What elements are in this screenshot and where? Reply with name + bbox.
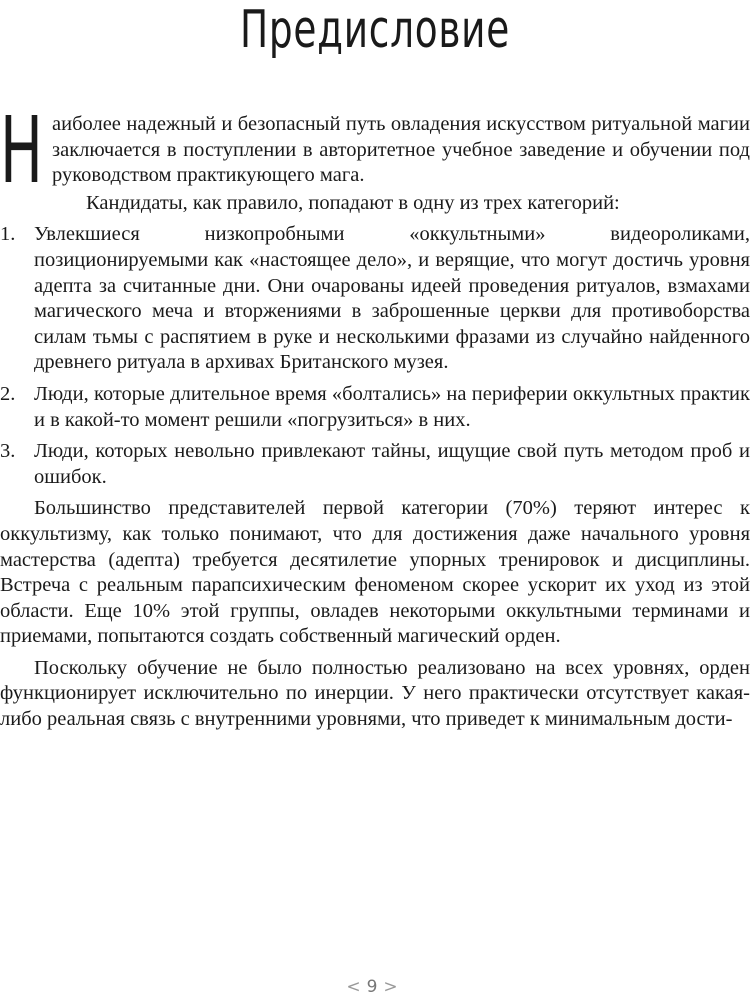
list-item-text: Люди, которых невольно привлекают тайны, ищущие свой путь методом проб и ошибок. <box>34 440 750 488</box>
drop-cap-letter: Н <box>0 97 43 204</box>
list-item-number: 1. <box>0 223 16 246</box>
body-paragraph: Поскольку обучение не было полностью реализовано на всех уровнях, орден функционирует исключительно по инерции. У него практически отсутствует какая-либо реальная связь с внутренними уровнями, что приведет к минимальным дости- <box>0 656 750 731</box>
list-item <box>0 439 750 490</box>
categories-intro: Кандидаты, как правило, попадают в одну из трех категорий: <box>86 191 620 214</box>
page-number-value: 9 <box>366 977 384 997</box>
page-body <box>0 97 750 739</box>
list-item-number: 3. <box>0 440 16 463</box>
page-number-left-bracket: < <box>346 977 367 997</box>
chapter-title: Предисловие <box>240 0 510 60</box>
list-item-number: 2. <box>0 382 16 405</box>
list-item <box>0 222 750 376</box>
body-paragraph: Большинство представителей первой категории (70%) теряют интерес к оккультизму, как только понимают, что для достижения даже начального уровня мастерства (адепта) требуется десятилетие упорных тренировок и дисциплины. Встреча с реальным парапсихическим феноменом скорее ускорит их уход из этой области. Еще 10% этой группы, овладев некоторыми оккультными терминами и приемами, попытаются создать собственный магический орден. <box>0 497 750 648</box>
list-item-text: Люди, которые длительное время «болтались» на периферии оккультных практик и в какой-то момент решили «погрузиться» в них. <box>34 382 750 431</box>
list-item-text: Увлекшиеся низкопробными «оккультными» видеороликами, позиционируемыми как «настоящее дело», и верящие, что могут достичь уровня адепта за считанные дни. Они очарованы идеей проведения ритуалов, взмахами магического меча и вторжениями в заброшенные церкви для противоборства силам тьмы с распятием в руке и несколькими фразами из случайно найденного древнего ритуала в архивах Британского музея. <box>34 223 750 374</box>
intro-text: аиболее надежный и безопасный путь овладения искусством ритуальной магии заключается в поступлении в авторитетное учебное заведение и обучении под руководством практикующего мага. <box>52 113 750 187</box>
list-item <box>0 382 750 433</box>
page-number <box>0 977 750 997</box>
page-number-right-bracket: > <box>383 977 404 997</box>
